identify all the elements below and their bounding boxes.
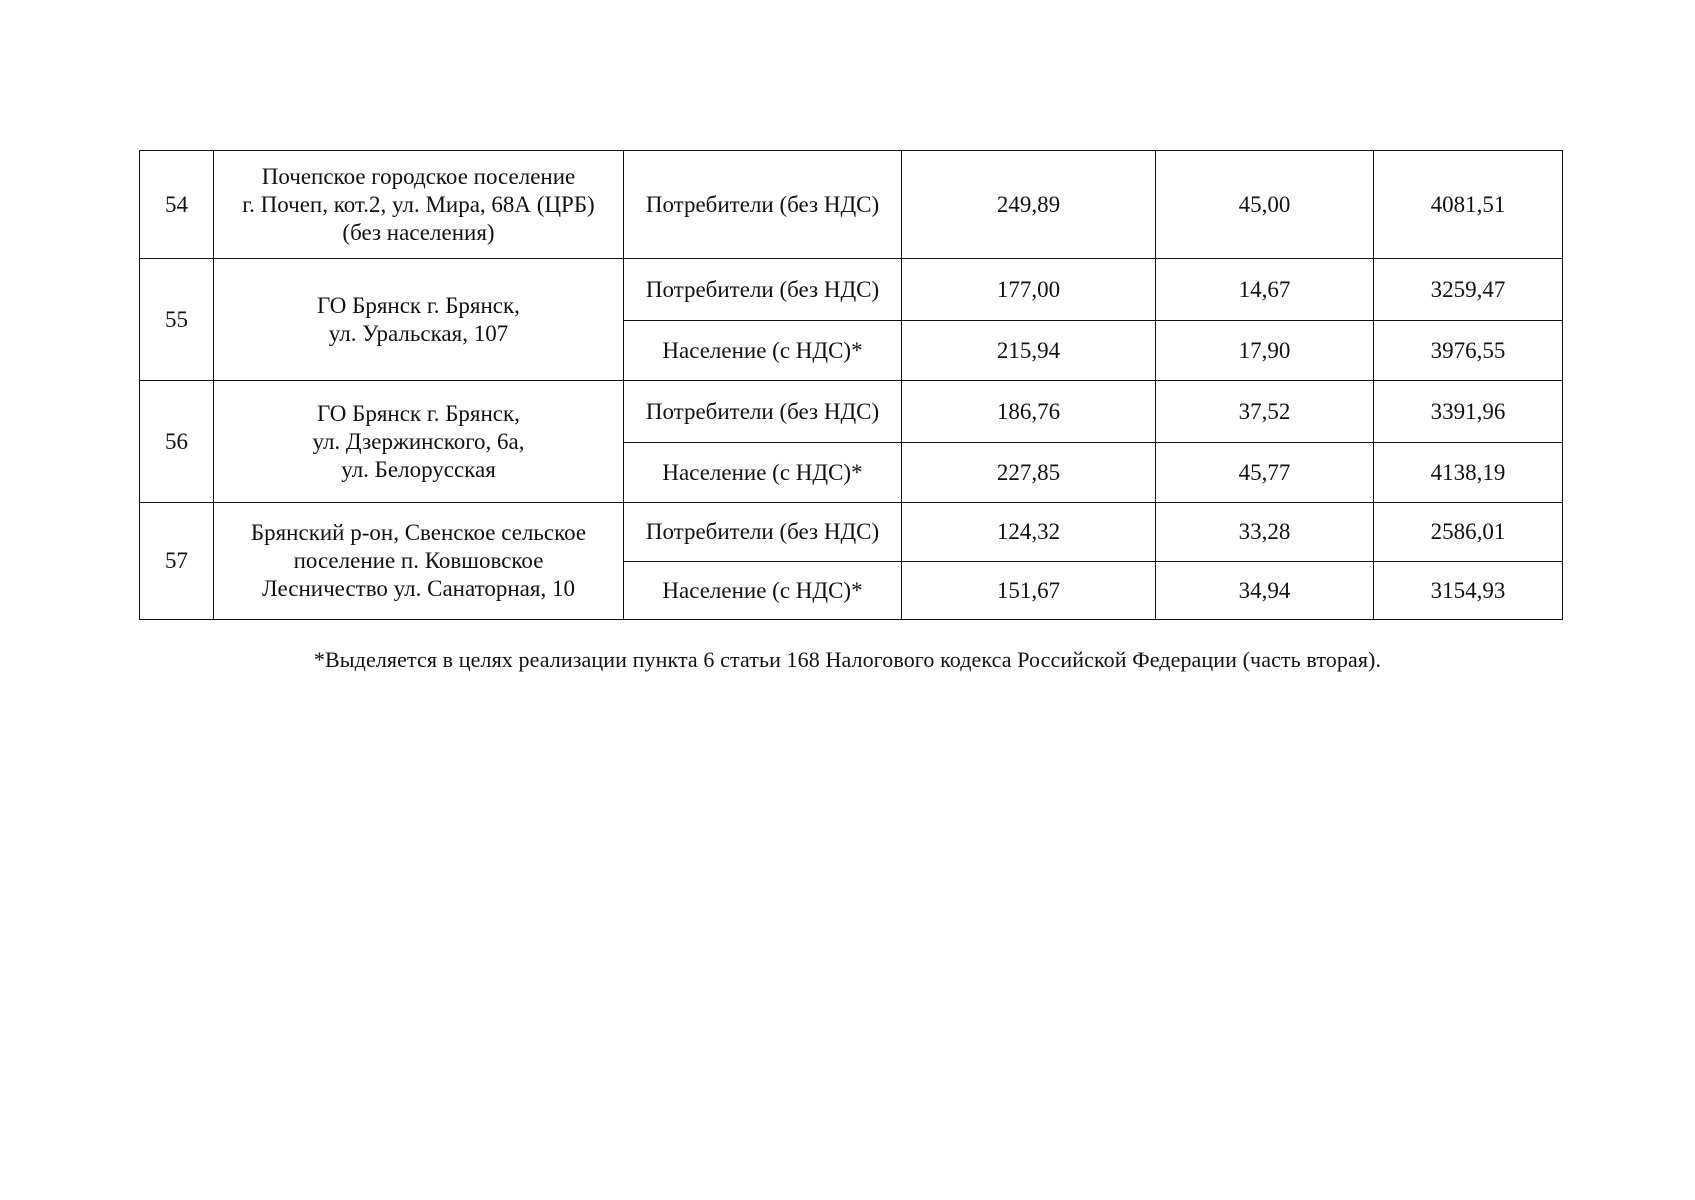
value-cell: 3976,55 (1374, 321, 1563, 381)
address-cell (214, 381, 624, 503)
address-line: ул. Уральская, 107 (328, 320, 509, 346)
category-cell: Население (с НДС)* (624, 562, 902, 620)
value-cell: 17,90 (1156, 321, 1374, 381)
value-cell: 45,77 (1156, 443, 1374, 503)
value-cell: 3154,93 (1374, 562, 1563, 620)
address-line: ул. Белорусская (341, 456, 496, 482)
table-row (140, 259, 1563, 321)
category-cell: Население (с НДС)* (624, 321, 902, 381)
row-number: 57 (140, 503, 214, 620)
category-cell: Потребители (без НДС) (624, 381, 902, 443)
category-cell: Потребители (без НДС) (624, 503, 902, 562)
address-cell (214, 151, 624, 259)
value-cell: 4138,19 (1374, 443, 1563, 503)
value-cell: 3391,96 (1374, 381, 1563, 443)
address-line: поселение п. Ковшовское (293, 548, 544, 573)
value-cell: 14,67 (1156, 259, 1374, 321)
value-cell: 151,67 (902, 562, 1156, 620)
address-line: ул. Дзержинского, 6а, (312, 428, 525, 454)
table-row (140, 381, 1563, 443)
address-cell (214, 259, 624, 381)
address-cell (214, 503, 624, 620)
row-number: 56 (140, 381, 214, 503)
row-number: 54 (140, 151, 214, 259)
value-cell: 227,85 (902, 443, 1156, 503)
address-line: Лесничество ул. Санаторная, 10 (262, 576, 575, 601)
address-line: г. Почеп, кот.2, ул. Мира, 68А (ЦРБ) (242, 191, 595, 217)
value-cell: 34,94 (1156, 562, 1374, 620)
category-cell: Потребители (без НДС) (624, 151, 902, 259)
address-line: ГО Брянск г. Брянск, (317, 400, 520, 426)
address-line: Брянский р-он, Свенское сельское (250, 520, 587, 545)
category-cell: Потребители (без НДС) (624, 259, 902, 321)
category-cell: Население (с НДС)* (624, 443, 902, 503)
value-cell: 37,52 (1156, 381, 1374, 443)
tariff-table (139, 150, 1563, 620)
value-cell: 124,32 (902, 503, 1156, 562)
value-cell: 186,76 (902, 381, 1156, 443)
value-cell: 249,89 (902, 151, 1156, 259)
value-cell: 2586,01 (1374, 503, 1563, 562)
footnote: *Выделяется в целях реализации пункта 6 статьи 168 Налогового кодекса Российской Федерации (часть вторая). (313, 647, 1382, 672)
address-line: (без населения) (342, 219, 495, 245)
value-cell: 215,94 (902, 321, 1156, 381)
row-number: 55 (140, 259, 214, 381)
table-row (140, 503, 1563, 562)
value-cell: 4081,51 (1374, 151, 1563, 259)
value-cell: 177,00 (902, 259, 1156, 321)
value-cell: 45,00 (1156, 151, 1374, 259)
value-cell: 33,28 (1156, 503, 1374, 562)
table-row (140, 151, 1563, 259)
address-line: Почепское городское поселение (261, 163, 576, 189)
value-cell: 3259,47 (1374, 259, 1563, 321)
address-line: ГО Брянск г. Брянск, (317, 292, 520, 318)
